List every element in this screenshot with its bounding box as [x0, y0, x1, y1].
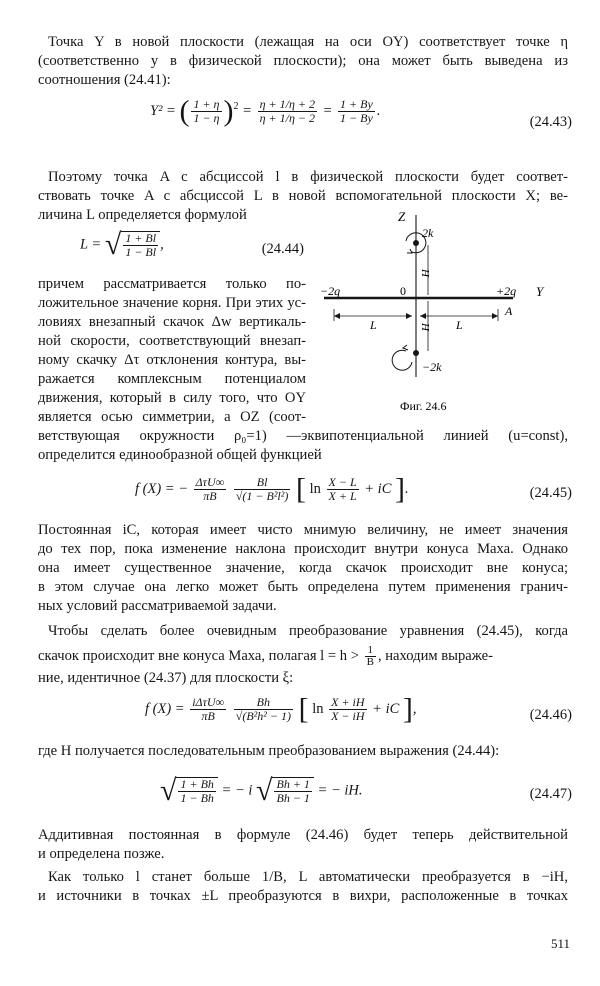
frac-den: Bh − 1 — [276, 791, 310, 805]
text-line: Точка Y в новой плоскости (лежащая на оси OY) соответствует точке η — [48, 34, 568, 50]
eq-mid: = − i — [221, 782, 253, 799]
bottom-vortex-point — [413, 350, 419, 356]
equation-24-46: f (X) = iΔτU∞ πB $\frac{Bh}{\text{√(B²h² − 1)}}$ [ ln $\frac{X + iH}{X - iH}$ + iC ], — [145, 692, 417, 726]
text-line: она имеет существенное значение, когда скачок происходит вне конуса; — [38, 560, 568, 576]
l-dim-label-right: L — [456, 318, 463, 332]
figure-24-6 — [318, 205, 568, 415]
equation-number: (24.44) — [261, 241, 304, 257]
equation-24-43: Y² = ( $\frac{1 + \eta}{1 - \eta}$ )$^2$ = $\frac{\eta + 1/\eta + 2}{\eta + 1/\eta - 2}$ = $\frac{1 + By}{1 - By}$ . — [150, 94, 381, 128]
z-axis-label: Z — [398, 209, 406, 224]
frac-num: 1 + Bl — [125, 231, 157, 245]
text-line: соотношения (24.41): — [38, 72, 171, 88]
equation-24-45: f (X) = − ΔτU∞ πB $\frac{Bl}{\text{√(1 − B²l²)}}$ [ ln $\frac{X - L}{X + L}$ + iC ]. — [135, 472, 409, 506]
punct: , — [160, 236, 164, 253]
text-line: является осью симметрии, а OZ (соот- — [38, 409, 306, 425]
text-line: движения, который в силу того, что OY — [38, 390, 306, 406]
eq-tail: + iC — [372, 700, 400, 717]
text-line: определится единообразной общей функцией — [38, 447, 322, 463]
frac-den: √(1 − B²l²) — [235, 489, 289, 503]
frac-den: πB — [201, 709, 215, 723]
text-line: Поэтому точка A с абсциссой l в физической плоскости будет соответ- — [48, 169, 568, 185]
frac-den: 1 − η — [193, 111, 220, 125]
eq-sign: = — [242, 102, 252, 119]
text-line: до тех пор, пока изменение наклона происходит внутри конуса Маха. Однако — [38, 541, 568, 557]
frac-num: 1 + By — [340, 97, 373, 111]
frac-num: 1 — [365, 645, 376, 657]
y-axis-label: Y — [536, 284, 544, 299]
text-line: ветствующая окружности ρ₀=1) —эквипотенциальной линией (u=const), — [38, 428, 568, 444]
frac-num: 1 + η — [193, 97, 220, 111]
eq-lhs: f (X) = — [145, 700, 185, 717]
text-line: Аддитивная постоянная в формуле (24.46) будет теперь действительной — [38, 827, 568, 843]
eq-tail: + iC — [364, 480, 392, 497]
punct: , — [412, 700, 417, 717]
eq-lhs: L = — [80, 236, 102, 253]
h-dim-label-top: H — [419, 269, 431, 277]
text-span: скачок происходит вне конуса Маха, полагая l = h > — [38, 647, 359, 664]
bottom-vortex-arc — [392, 350, 412, 370]
ln-operator: ln — [312, 700, 324, 717]
text-line: ние, идентичное (24.37) для плоскости ξ: — [38, 670, 294, 686]
frac-num: Bh — [234, 696, 293, 710]
text-line: ной скорости, соответствующий внезап- — [38, 333, 306, 349]
eq-lhs: f (X) = − — [135, 480, 188, 497]
text-line: ложительное значение корня. При этих ус- — [38, 295, 306, 311]
frac-den: 1 − Bh — [180, 791, 214, 805]
frac-num: iΔτU∞ — [192, 695, 225, 709]
bottom-vortex-label: −2k — [422, 360, 442, 374]
frac-num: ΔτU∞ — [195, 475, 225, 489]
equation-24-47: √ $\frac{1 + Bh}{1 - Bh}$ = − i √ $\frac{Bh + 1}{Bh - 1}$ = − iH. — [160, 774, 363, 807]
text-line: ствовать точке A с абсциссой L в новой вспомогательной плоскости X; ве- — [38, 188, 568, 204]
text-span: , находим выраже- — [377, 647, 493, 664]
frac-den: X − iH — [331, 709, 365, 723]
frac-num: Bl — [234, 476, 291, 490]
frac-num: X − L — [328, 475, 357, 489]
equation-number: (24.43) — [529, 114, 572, 130]
right-source-label: +2q — [496, 284, 517, 298]
text-line: и определена позже. — [38, 846, 165, 862]
text-line: ловиях внезапный скачок Δw вертикаль- — [38, 314, 306, 330]
page-number: 511 — [550, 936, 570, 951]
l-dim-label-left: L — [370, 318, 377, 332]
frac-den: X + L — [328, 489, 357, 503]
text-line: Чтобы сделать более очевидным преобразование уравнения (24.45), когда — [48, 623, 568, 639]
equation-number: (24.45) — [529, 485, 572, 501]
top-vortex-label: 2k — [422, 226, 434, 240]
punct: . — [376, 102, 381, 119]
frac-den: √(B²h² − 1) — [235, 709, 291, 723]
frac-den: 1 − By — [340, 111, 373, 125]
text-line: (соответственно y в физической плоскости); она может быть выведена из — [38, 53, 568, 69]
text-line: Как только l станет больше 1/B, L автоматически преобразуется в −iH, — [48, 869, 568, 885]
text-line: личина L определяется формулой — [38, 207, 247, 223]
equation-number: (24.47) — [529, 786, 572, 802]
origin-label: 0 — [400, 284, 406, 298]
figure-caption: Фиг. 24.6 — [400, 399, 447, 413]
text-line: ражается комплексным потенциалом — [38, 371, 306, 387]
frac-den: πB — [203, 489, 217, 503]
frac-den: B — [366, 656, 374, 668]
text-line — [38, 645, 568, 668]
eq-sign: = — [322, 102, 333, 119]
eq-lhs: Y² = — [150, 102, 176, 119]
text-line: ному скачку Δτ отклонения контура, вы- — [38, 352, 306, 368]
top-vortex-arrow-icon — [407, 249, 412, 253]
h-dim-label-bottom: H — [419, 323, 431, 331]
text-line: причем рассматривается только по- — [38, 276, 306, 292]
frac-num: Bh + 1 — [276, 777, 310, 791]
ln-operator: ln — [309, 480, 321, 497]
frac-num: η + 1/η + 2 — [259, 97, 315, 111]
frac-den: 1 − Bl — [125, 245, 157, 259]
top-vortex-point — [413, 240, 419, 246]
frac-num: X + iH — [331, 695, 365, 709]
exponent: 2 — [233, 101, 239, 112]
text-line: где H получается последовательным преобразованием выражения (24.44): — [38, 743, 500, 759]
text-line: ных условий рассматриваемой задачи. — [38, 598, 277, 614]
eq-tail: = − iH. — [317, 782, 363, 799]
text-line: в этом случае она легко может быть определена путем применения гранич- — [38, 579, 568, 595]
equation-24-44: L = √ $\frac{1 + Bl}{1 - Bl}$ , — [80, 228, 164, 261]
text-line: Постоянная iC, которая имеет чисто мнимую величину, не имеет значения — [38, 522, 568, 538]
punct: . — [405, 480, 409, 497]
equation-number: (24.46) — [529, 707, 572, 723]
bottom-vortex-arrow-icon — [403, 345, 408, 350]
left-source-label: −2q — [320, 284, 341, 298]
frac-den: η + 1/η − 2 — [259, 111, 315, 125]
text-line: и источники в точках ±L преобразуются в вихри, расположенные в точках — [38, 888, 568, 904]
point-a-label: A — [505, 304, 513, 318]
frac-num: 1 + Bh — [180, 777, 214, 791]
